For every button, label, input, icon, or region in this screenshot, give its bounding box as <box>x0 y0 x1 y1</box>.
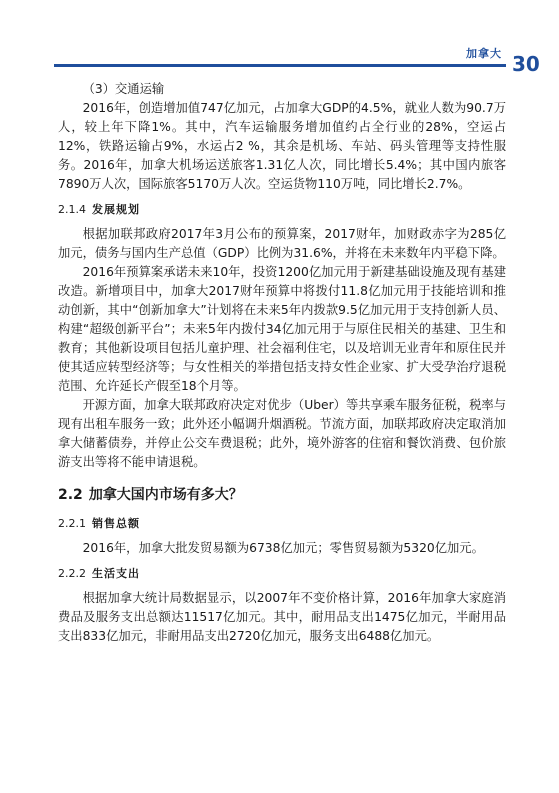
spending-paragraph: 根据加拿大统计局数据显示，以2007年不变价格计算，2016年加拿大家庭消费品及服务支出总额达11517亿加元。其中，耐用品支出1475亿加元，半耐用品支出833亿加元，非耐用品支出2720亿加元，服务支出6488亿加元。 <box>58 591 506 643</box>
planning-paragraph-3: 开源方面，加拿大联邦政府决定对优步（Uber）等共享乘车服务征税，税率与现有出租车服务一致；此外还小幅调升烟酒税。节流方面，加联邦政府决定取消加拿大储蓄债券，并停止公交车费退税；此外，境外游客的住宿和餐饮消费、包价旅游支出等将不能申请退税。 <box>58 398 506 469</box>
page-content <box>58 80 506 646</box>
section-number: 2.2.2 <box>58 567 86 580</box>
sales-paragraph: 2016年，加拿大批发贸易额为6738亿加元；零售贸易额为5320亿加元。 <box>82 541 484 555</box>
transport-heading: （3）交通运输 <box>82 82 165 96</box>
planning-paragraph-1: 根据加联邦政府2017年3月公布的预算案，2017财年，加财政赤字为285亿加元，债务与国内生产总值（GDP）比例为31.6%，并将在未来数年内平稳下降。 <box>58 227 506 260</box>
section-title: 生活支出 <box>92 567 140 580</box>
planning-paragraph-2: 2016年预算案承诺未来10年，投资1200亿加元用于新建基础设施及现有基建改造。新增项目中，加拿大2017财年预算中将拨付11.8亿加元用于技能培训和推动创新，其中“创新加拿大”计划将在未来5年内拨款9.5亿加元用于支持创新人员、构建“超级创新平台”；未来5年内拨付34亿加元用于与原住民相关的基建、卫生和教育；其他新设项目包括儿童护理、社会福利住宅，以及培训无业青年和原住民并使其适应转型经济等；与女性相关的举措包括支持女性企业家、扩大受孕治疗退税范围、允许延长产假至18个月等。 <box>58 265 506 393</box>
section-number: 2.1.4 <box>58 203 86 216</box>
transport-paragraph: 2016年，创造增加值747亿加元，占加拿大GDP的4.5%，就业人数为90.7万人，较上年下降1%。其中，汽车运输服务增加值约占全行业的28%，空运占12%，铁路运输占9%，水运占2 %，其余是机场、车站、码头管理等支持性服务。2016年，加拿大机场运送旅客1.31亿人次，同比增长5.4%；其中国内旅客7890万人次，国际旅客5170万人次。空运货物110万吨，同比增长2.7%。 <box>58 101 506 191</box>
section-title: 发展规划 <box>92 203 140 216</box>
section-2-2-1-heading <box>58 514 506 533</box>
section-number: 2.2 <box>58 487 83 503</box>
section-number: 2.2.1 <box>58 517 86 530</box>
page-number: 30 <box>512 52 540 76</box>
section-title: 销售总额 <box>92 517 140 530</box>
header-title: 加拿大 <box>466 47 502 60</box>
page-header <box>54 47 506 70</box>
section-2-2-2-heading <box>58 564 506 583</box>
section-2-2-heading <box>58 484 506 506</box>
section-title: 加拿大国内市场有多大？ <box>88 487 243 503</box>
header-rule <box>54 64 506 67</box>
section-2-1-4-heading <box>58 200 506 219</box>
